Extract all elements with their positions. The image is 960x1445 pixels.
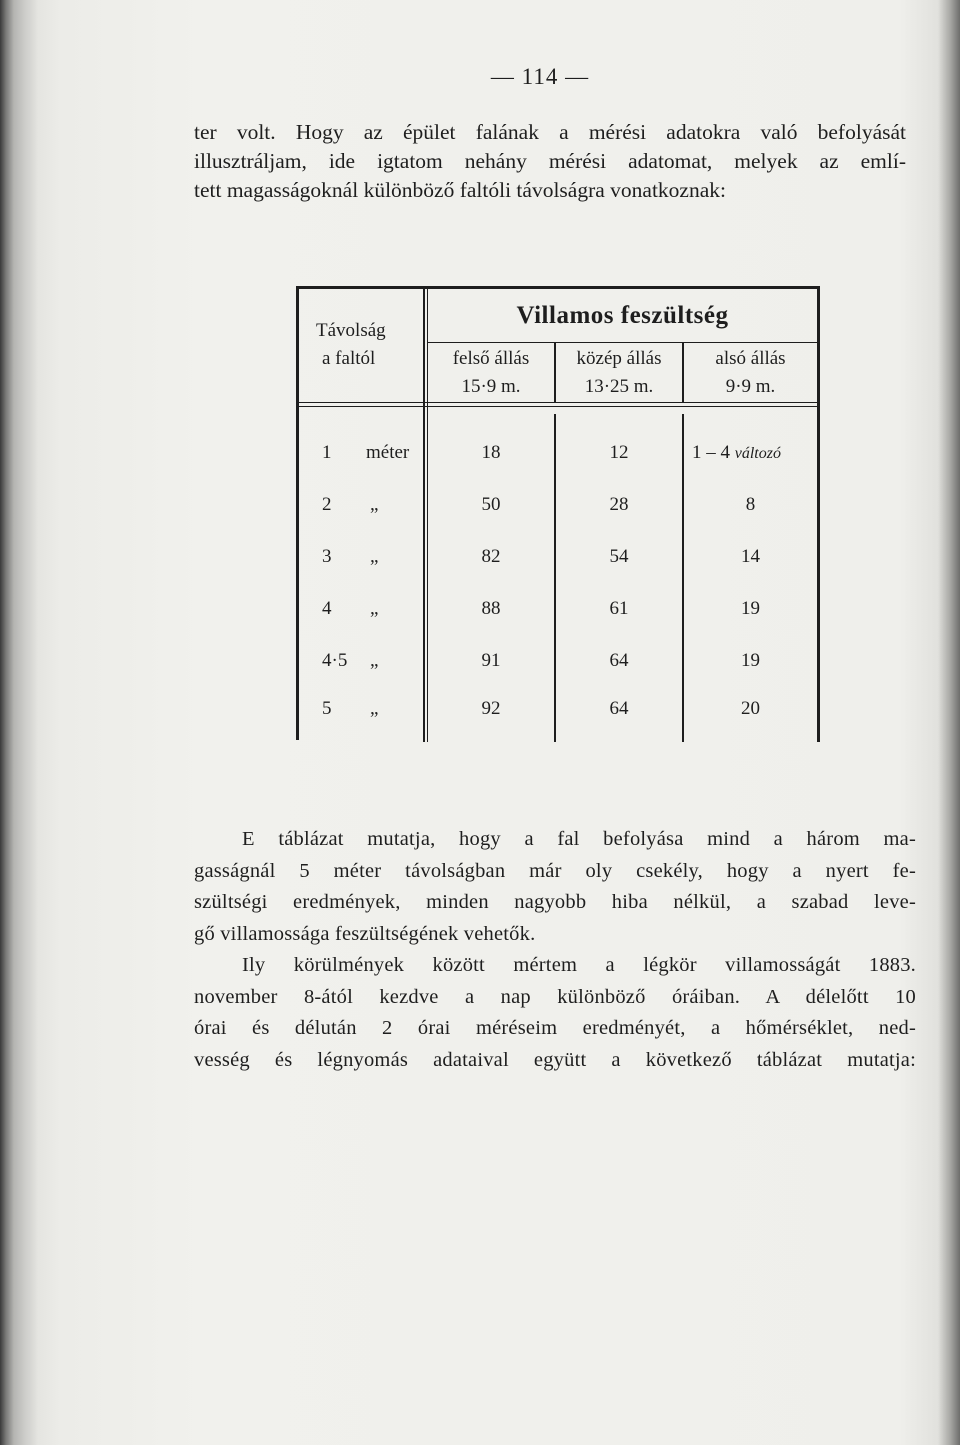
cell-lower: 20: [741, 698, 760, 719]
row-distance: 2: [322, 494, 332, 515]
cell-lower: 19: [741, 598, 760, 619]
body-line: órai és délután 2 órai méréseim eredményét, a hőmérséklet, ned-: [194, 1017, 916, 1039]
cell-upper: 88: [481, 598, 501, 619]
row-unit: méter: [366, 442, 410, 463]
table-right-rule: [817, 286, 820, 742]
row-distance: 1: [322, 442, 332, 463]
cell-middle: 12: [609, 442, 629, 463]
row-distance: 5: [322, 698, 332, 719]
cell-lower: 14: [741, 546, 760, 567]
row-distance: 4·5: [322, 650, 348, 671]
cell-lower: 19: [741, 650, 760, 671]
table-header-rule: [296, 406, 820, 407]
cell-middle: 54: [609, 546, 629, 567]
book-spine-shadow: [0, 0, 38, 1445]
body-line: gasságnál 5 méter távolságban már oly csekély, hogy a nyert fe-: [194, 859, 916, 882]
body-line: november 8-ától kezdve a nap különböző óráiban. A délelőtt 10: [194, 985, 916, 1008]
cell-middle: 64: [609, 650, 629, 671]
cell-upper: 82: [481, 546, 501, 567]
cell-upper: 91: [481, 650, 501, 671]
row-unit: „: [370, 698, 379, 719]
cell-upper: 18: [481, 442, 501, 463]
body-paragraph: [194, 824, 916, 1076]
row-unit: „: [370, 598, 379, 619]
page-edge-shadow: [938, 0, 960, 1445]
column-header-middle: közép állás: [576, 348, 662, 369]
body-line: E táblázat mutatja, hogy a fal befolyása mind a három ma-: [242, 828, 916, 850]
distance-header: Távolság: [316, 320, 386, 341]
cell-middle: 64: [609, 698, 629, 719]
cell-lower: 8: [745, 494, 756, 515]
row-unit: „: [370, 494, 379, 515]
column-height-lower: 9·9 m.: [725, 376, 776, 397]
voltage-table: [296, 286, 820, 742]
column-header-upper: felső állás: [452, 348, 530, 369]
table-col-rule: [682, 414, 684, 742]
table-subheader-rule: [427, 342, 817, 343]
table-header-rule: [296, 402, 820, 403]
intro-paragraph: [194, 118, 906, 205]
table-top-rule: [296, 286, 820, 289]
table-title: Villamos feszültség: [516, 302, 729, 329]
column-header-lower: alsó állás: [715, 348, 786, 369]
intro-line: illusztráljam, ide igtatom nehány mérési adatomat, melyek az emlí-: [194, 149, 906, 173]
table-left-rule: [296, 286, 299, 740]
cell-upper: 50: [481, 494, 501, 515]
intro-line: ter volt. Hogy az épület falának a mérési adatokra való befolyását: [194, 120, 906, 144]
cell-middle: 61: [609, 598, 629, 619]
column-height-middle: 13·25 m.: [584, 376, 654, 397]
column-height-upper: 15·9 m.: [461, 376, 521, 397]
row-distance: 3: [322, 546, 332, 567]
cell-lower-range: 1 – 4: [692, 442, 730, 463]
table-col-rule: [423, 286, 425, 742]
body-line: vesség és légnyomás adataival együtt a következő táblázat mutatja:: [194, 1048, 916, 1071]
row-unit: „: [370, 650, 379, 671]
cell-lower: [692, 442, 781, 464]
cell-lower-note: változó: [734, 445, 781, 462]
page-number: — 114 —: [490, 64, 590, 89]
body-line: szültségi eredmények, minden nagyobb hiba nélkül, a szabad leve-: [194, 891, 916, 913]
cell-middle: 28: [609, 494, 629, 515]
intro-line: tett magasságoknál különböző faltóli távolságra vonatkoznak:: [194, 178, 726, 202]
row-unit: „: [370, 546, 379, 567]
body-line: gő villamossága feszültségének vehetők.: [194, 922, 536, 945]
cell-upper: 92: [481, 698, 501, 719]
distance-header: a faltól: [322, 348, 376, 369]
row-distance: 4: [322, 598, 332, 619]
body-line: Ily körülmények között mértem a légkör villamosságát 1883.: [242, 954, 916, 976]
